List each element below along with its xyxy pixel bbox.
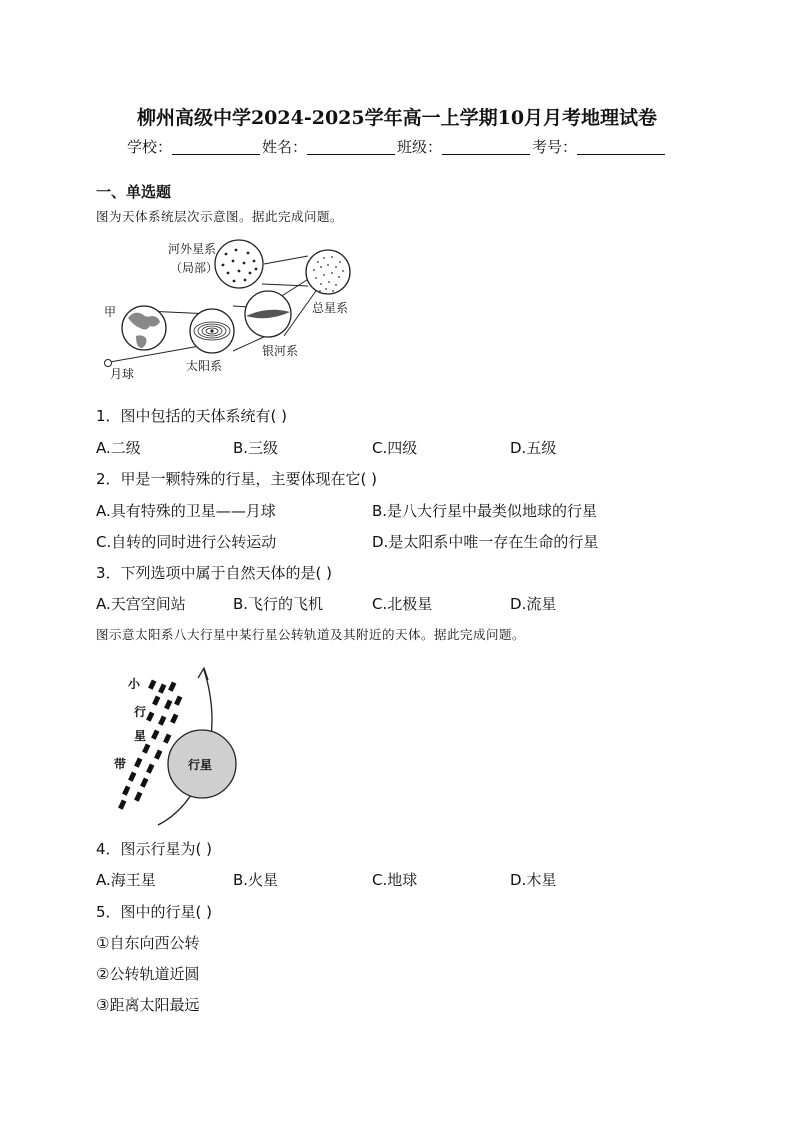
q4-option-d[interactable]: D.木星	[510, 871, 557, 889]
universe-circle	[306, 250, 350, 294]
label-universe: 总星系	[312, 301, 349, 315]
intro-text-1: 图为天体系统层次示意图。据此完成问题。	[96, 209, 344, 224]
label-partial: （局部）	[170, 261, 219, 275]
belt-char-2: 行	[134, 705, 147, 719]
q1-option-b[interactable]: B.三级	[233, 439, 279, 457]
label-solar-system: 太阳系	[186, 359, 223, 373]
q5-statement-2: ②公转轨道近圆	[96, 965, 200, 983]
class-blank	[442, 140, 530, 155]
question-5-stem: 5．图中的行星( )	[96, 903, 213, 921]
school-label: 学校：	[126, 138, 172, 156]
question-3-stem: 3．下列选项中属于自然天体的是( )	[96, 564, 333, 582]
intro-text-2: 图示意太阳系八大行星中某行星公转轨道及其附近的天体。据此完成问题。	[96, 627, 526, 642]
section-heading: 一、单选题	[96, 183, 172, 201]
q2-option-d[interactable]: D.是太阳系中唯一存在生命的行星	[372, 533, 599, 551]
school-blank	[172, 140, 260, 155]
belt-char-1: 小	[128, 677, 141, 691]
q5-statement-3: ③距离太阳最远	[96, 996, 200, 1014]
question-1-stem: 1．图中包括的天体系统有( )	[96, 407, 288, 425]
q4-option-c[interactable]: C.地球	[372, 871, 418, 889]
q2-option-c[interactable]: C.自转的同时进行公转运动	[96, 533, 277, 551]
q3-option-a[interactable]: A.天宫空间站	[96, 595, 186, 613]
number-label: 考号：	[532, 138, 578, 156]
exam-title: 柳州高级中学2024-2025学年高一上学期10月月考地理试卷	[136, 107, 658, 129]
q1-option-c[interactable]: C.四级	[372, 439, 418, 457]
student-info-row	[0, 136, 794, 157]
label-jia: 甲	[104, 305, 117, 319]
q3-option-d[interactable]: D.流星	[510, 595, 557, 613]
question-2-stem: 2．甲是一颗特殊的行星，主要体现在它( )	[96, 470, 378, 488]
number-blank	[577, 140, 665, 155]
moon-dot	[105, 360, 112, 367]
belt-char-3: 星	[134, 729, 147, 743]
name-label: 姓名：	[261, 138, 307, 156]
name-blank	[307, 140, 395, 155]
q1-option-d[interactable]: D.五级	[510, 439, 557, 457]
q4-option-b[interactable]: B.火星	[233, 871, 279, 889]
q4-option-a[interactable]: A.海王星	[96, 871, 156, 889]
belt-char-4: 带	[114, 757, 127, 771]
class-label: 班级：	[397, 138, 443, 156]
label-extragalactic: 河外星系	[168, 242, 217, 256]
question-4-stem: 4．图示行星为( )	[96, 840, 213, 858]
q2-option-b[interactable]: B.是八大行星中最类似地球的行星	[372, 502, 598, 520]
q1-option-a[interactable]: A.二级	[96, 439, 141, 457]
planet-orbit-figure	[108, 660, 248, 830]
label-moon: 月球	[110, 367, 135, 381]
q2-option-a[interactable]: A.具有特殊的卫星——月球	[96, 502, 276, 520]
planet-label: 行星	[188, 758, 213, 772]
q3-option-c[interactable]: C.北极星	[372, 595, 433, 613]
label-milky-way: 银河系	[262, 344, 299, 358]
q3-option-b[interactable]: B.飞行的飞机	[233, 595, 324, 613]
q5-statement-1: ①自东向西公转	[96, 934, 200, 952]
celestial-hierarchy-figure	[96, 236, 366, 381]
